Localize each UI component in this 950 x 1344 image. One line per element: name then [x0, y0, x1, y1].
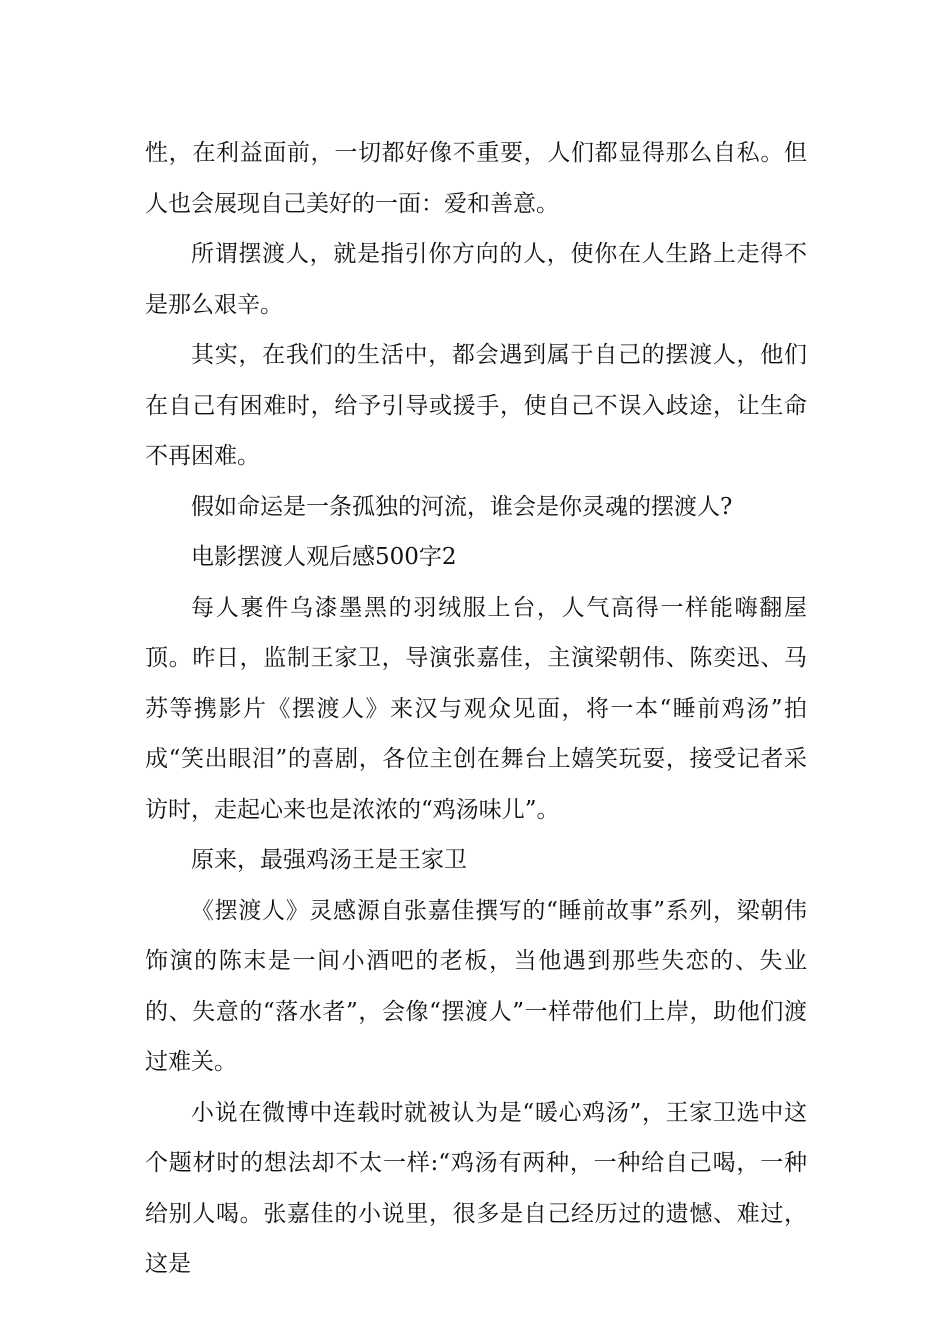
- section-heading: 电影摆渡人观后感500字2: [191, 544, 457, 570]
- paragraph-4: 假如命运是一条孤独的河流，谁会是你灵魂的摆渡人?: [191, 493, 733, 520]
- document-page: [145, 128, 807, 1290]
- paragraph-7: 小说在微博中连载时就被认为是“暖心鸡汤”，王家卫选中这个题材时的想法却不太一样:“鸡汤有两种，一种给自己喝，一种给别人喝。张嘉佳的小说里，很多是自己经历过的遗憾、难过，这是: [145, 1099, 807, 1277]
- subheading: 原来，最强鸡汤王是王家卫: [191, 847, 467, 873]
- paragraph-1: 性，在利益面前，一切都好像不重要，人们都显得那么自私。但人也会展现自己美好的一面：爱和善意。: [145, 140, 807, 217]
- paragraph-3: 其实，在我们的生活中，都会遇到属于自己的摆渡人，他们在自己有困难时，给予引导或援手，使自己不误入歧途，让生命不再困难。: [145, 342, 807, 469]
- paragraph-2: 所谓摆渡人，就是指引你方向的人，使你在人生路上走得不是那么艰辛。: [145, 241, 807, 318]
- paragraph-6: 《摆渡人》灵感源自张嘉佳撰写的“睡前故事”系列，梁朝伟饰演的陈末是一间小酒吧的老板，当他遇到那些失恋的、失业的、失意的“落水者”，会像“摆渡人”一样带他们上岸，助他们渡过难关。: [145, 897, 807, 1075]
- paragraph-5: 每人裹件乌漆墨黑的羽绒服上台，人气高得一样能嗨翻屋顶。昨日，监制王家卫，导演张嘉佳，主演梁朝伟、陈奕迅、马苏等携影片《摆渡人》来汉与观众见面，将一本“睡前鸡汤”拍成“笑出眼泪”的喜剧，各位主创在舞台上嬉笑玩耍，接受记者采访时，走起心来也是浓浓的“鸡汤味儿”。: [145, 594, 807, 823]
